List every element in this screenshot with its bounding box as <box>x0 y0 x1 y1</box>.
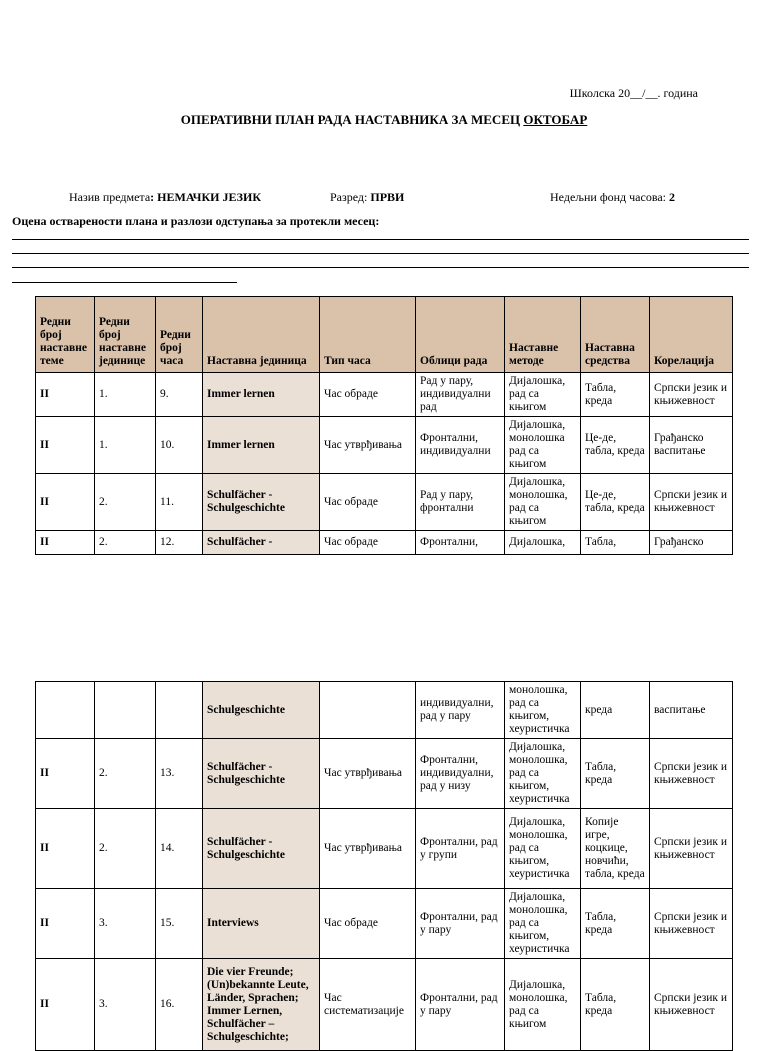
topic-number <box>36 682 95 739</box>
correlation: Српски језик и књижевност <box>650 889 733 959</box>
table-row <box>36 682 733 739</box>
teaching-unit: Schulfächer - Schulgeschichte <box>203 474 320 531</box>
teaching-unit: Schulgeschichte <box>203 682 320 739</box>
answer-line <box>12 282 237 283</box>
topic-number: II <box>36 809 95 889</box>
unit-number: 1. <box>95 373 156 417</box>
teaching-tools: Це-де, табла, креда <box>581 417 650 474</box>
lesson-type <box>320 682 416 739</box>
subject-label: Назив предмета <box>69 190 151 204</box>
column-header: Редни број наставне јединице <box>95 297 156 373</box>
plan-table-page-1 <box>35 296 733 555</box>
teaching-methods: Дијалошка, монолошка рад са књигом <box>505 417 581 474</box>
table-row <box>36 739 733 809</box>
column-header: Корелација <box>650 297 733 373</box>
column-header: Облици рада <box>416 297 505 373</box>
column-header: Наставна средства <box>581 297 650 373</box>
correlation: Српски језик и књижевност <box>650 959 733 1051</box>
work-forms: Рад у пару, фронтални <box>416 474 505 531</box>
table-row <box>36 959 733 1051</box>
table-row <box>36 474 733 531</box>
plan-table-page-2 <box>35 681 733 1051</box>
work-forms: Фронтални, индивидуални <box>416 417 505 474</box>
teaching-tools: Табла, креда <box>581 959 650 1051</box>
teaching-unit: Schulfächer - Schulgeschichte <box>203 809 320 889</box>
lesson-number: 14. <box>156 809 203 889</box>
lesson-number: 16. <box>156 959 203 1051</box>
teaching-methods: Дијалошка, рад са књигом <box>505 373 581 417</box>
grade-label: Разред: <box>330 190 371 204</box>
lesson-number: 13. <box>156 739 203 809</box>
unit-number: 2. <box>95 474 156 531</box>
topic-number: II <box>36 373 95 417</box>
column-header: Редни број часа <box>156 297 203 373</box>
work-forms: Фронтални, рад у пару <box>416 959 505 1051</box>
topic-number: II <box>36 739 95 809</box>
correlation: Грађанско васпитање <box>650 417 733 474</box>
teaching-unit: Immer lernen <box>203 373 320 417</box>
unit-number <box>95 682 156 739</box>
work-forms: Фронтални, рад у групи <box>416 809 505 889</box>
answer-line <box>12 267 749 268</box>
unit-number: 2. <box>95 739 156 809</box>
lesson-type: Час утврђивања <box>320 809 416 889</box>
lesson-type: Час обраде <box>320 474 416 531</box>
lesson-type: Час утврђивања <box>320 417 416 474</box>
school-year: Школска 20__/__. година <box>569 86 698 100</box>
table-row <box>36 809 733 889</box>
title-month: ОКТОБАР <box>523 112 588 127</box>
work-forms: Фронтални, индивидуални, рад у низу <box>416 739 505 809</box>
teaching-methods: Дијалошка, монолошка, рад са књигом <box>505 959 581 1051</box>
lesson-type: Час обраде <box>320 373 416 417</box>
evaluation-label: Оцена остварености плана и разлози одступања за протекли месец: <box>12 214 380 228</box>
teaching-unit: Immer lernen <box>203 417 320 474</box>
teaching-tools: Табла, <box>581 531 650 555</box>
teaching-tools: Табла, креда <box>581 889 650 959</box>
page-title <box>0 112 768 128</box>
column-header: Редни број наставне теме <box>36 297 95 373</box>
correlation: Српски језик и књижевност <box>650 739 733 809</box>
work-forms: индивидуални, рад у пару <box>416 682 505 739</box>
answer-line <box>12 239 749 240</box>
correlation: Српски језик и књижевност <box>650 373 733 417</box>
hours-value: 2 <box>669 190 675 204</box>
title-prefix: ОПЕРАТИВНИ ПЛАН РАДА НАСТАВНИКА ЗА МЕСЕЦ <box>180 112 524 127</box>
topic-number: II <box>36 889 95 959</box>
column-header: Наставна јединица <box>203 297 320 373</box>
teaching-tools: креда <box>581 682 650 739</box>
teaching-unit: Die vier Freunde; (Un)bekannte Leute, Länder, Sprachen; Immer Lernen, Schulfächer – Schulgeschichte; <box>203 959 320 1051</box>
lesson-number: 9. <box>156 373 203 417</box>
teaching-unit: Schulfächer - <box>203 531 320 555</box>
answer-line <box>12 253 749 254</box>
teaching-methods: Дијалошка, монолошка, рад са књигом, хеуристичка <box>505 889 581 959</box>
column-header: Наставне методе <box>505 297 581 373</box>
teaching-tools: Табла, креда <box>581 373 650 417</box>
teaching-methods: Дијалошка, монолошка, рад са књигом <box>505 474 581 531</box>
correlation: Српски језик и књижевност <box>650 474 733 531</box>
unit-number: 2. <box>95 531 156 555</box>
lesson-number: 10. <box>156 417 203 474</box>
table-row <box>36 889 733 959</box>
grade-info <box>330 190 404 205</box>
lesson-type: Час обраде <box>320 889 416 959</box>
teaching-methods: Дијалошка, <box>505 531 581 555</box>
topic-number: II <box>36 417 95 474</box>
teaching-tools: Табла, креда <box>581 739 650 809</box>
hours-info <box>550 190 675 205</box>
topic-number: II <box>36 531 95 555</box>
teaching-tools: Копије игре, коцкице, новчићи, табла, креда <box>581 809 650 889</box>
grade-value: ПРВИ <box>370 190 405 204</box>
lesson-number <box>156 682 203 739</box>
unit-number: 3. <box>95 959 156 1051</box>
lesson-number: 11. <box>156 474 203 531</box>
teaching-tools: Це-де, табла, креда <box>581 474 650 531</box>
unit-number: 2. <box>95 809 156 889</box>
lesson-number: 12. <box>156 531 203 555</box>
lesson-type: Час обраде <box>320 531 416 555</box>
work-forms: Фронтални, рад у пару <box>416 889 505 959</box>
table-row <box>36 417 733 474</box>
work-forms: Фронтални, <box>416 531 505 555</box>
subject-info <box>69 190 261 205</box>
teaching-methods: монолошка, рад са књигом, хеуристичка <box>505 682 581 739</box>
correlation: васпитање <box>650 682 733 739</box>
table-row <box>36 373 733 417</box>
table-header-row <box>36 297 733 373</box>
hours-label: Недељни фонд часова: <box>550 190 669 204</box>
lesson-number: 15. <box>156 889 203 959</box>
unit-number: 1. <box>95 417 156 474</box>
lesson-type: Час утврђивања <box>320 739 416 809</box>
teaching-methods: Дијалошка, монолошка, рад са књигом, хеуристичка <box>505 809 581 889</box>
work-forms: Рад у пару, индивидуални рад <box>416 373 505 417</box>
subject-value: : НЕМАЧКИ ЈЕЗИК <box>150 190 262 204</box>
topic-number: II <box>36 959 95 1051</box>
unit-number: 3. <box>95 889 156 959</box>
correlation: Српски језик и књижевност <box>650 809 733 889</box>
teaching-unit: Schulfächer - Schulgeschichte <box>203 739 320 809</box>
correlation: Грађанско <box>650 531 733 555</box>
column-header: Тип часа <box>320 297 416 373</box>
topic-number: II <box>36 474 95 531</box>
lesson-type: Час систематизације <box>320 959 416 1051</box>
teaching-methods: Дијалошка, монолошка, рад са књигом, хеуристичка <box>505 739 581 809</box>
teaching-unit: Interviews <box>203 889 320 959</box>
table-row <box>36 531 733 555</box>
